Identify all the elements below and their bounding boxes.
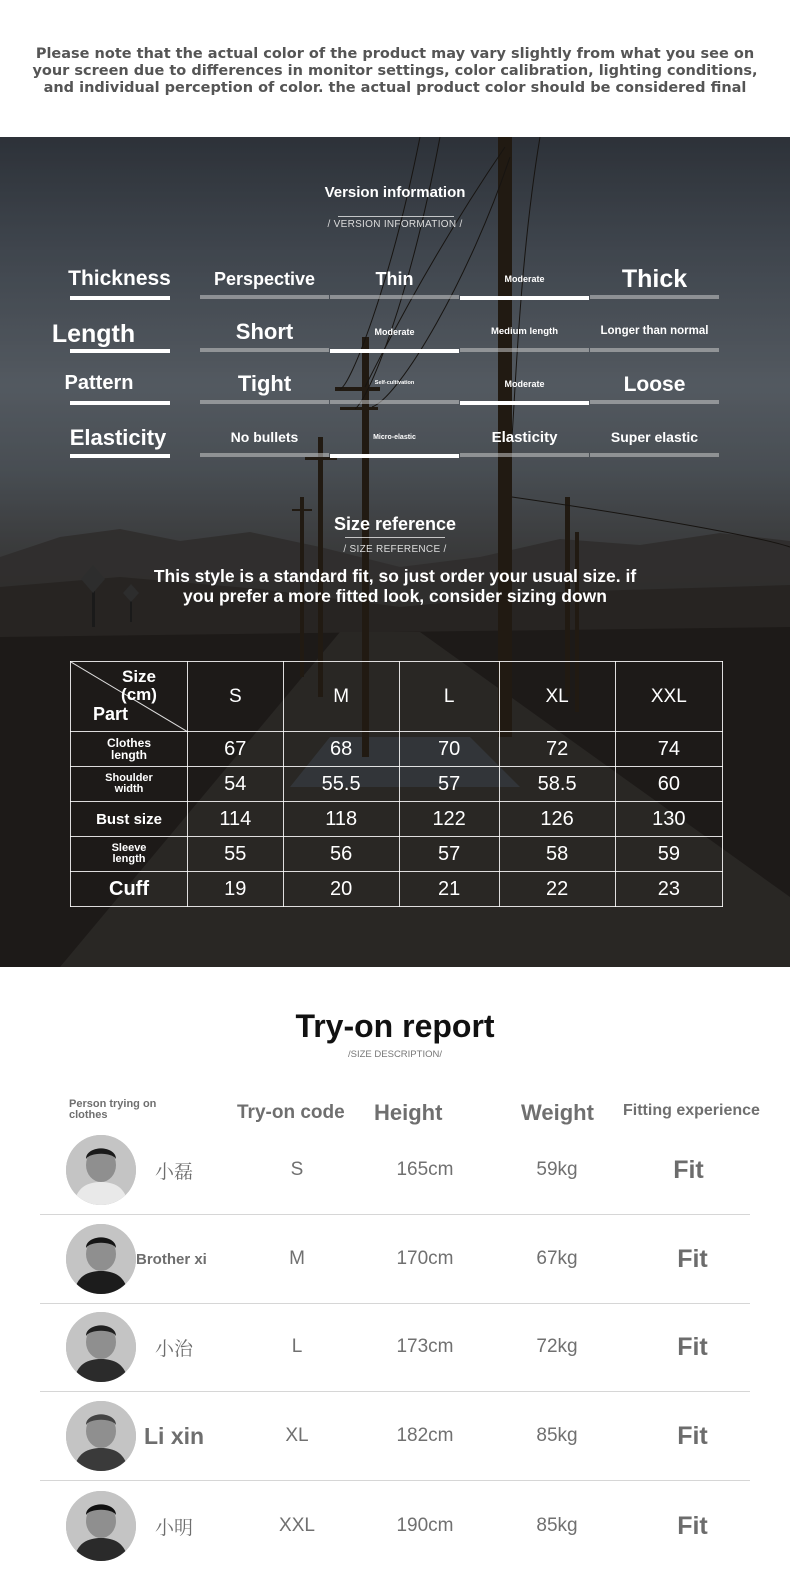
person-weight: 85kg	[536, 1425, 578, 1446]
size-reference-rule	[345, 537, 445, 538]
fitting-result: Fit	[677, 1332, 708, 1361]
fitting-result: Fit	[677, 1244, 708, 1273]
attr-option-bar	[590, 400, 719, 404]
size-table-row	[71, 767, 723, 802]
try-on-report-title: Try-on report	[295, 1008, 495, 1044]
attr-option-bar	[460, 453, 589, 457]
size-table-corner	[71, 662, 188, 732]
size-reference-title: Size reference	[333, 514, 457, 534]
try-on-code: XL	[285, 1425, 309, 1446]
fitting-result: Fit	[673, 1155, 704, 1184]
try-on-code: S	[290, 1159, 304, 1180]
person-weight: 72kg	[536, 1336, 578, 1357]
attr-label-underline	[70, 296, 170, 300]
attr-option: Moderate	[504, 378, 545, 389]
avatar	[66, 1224, 136, 1294]
attr-option-bar-selected	[460, 401, 589, 405]
size-value-cell: 130	[615, 802, 722, 837]
attr-option: Tight	[237, 371, 292, 396]
size-table-row	[71, 872, 723, 907]
person-height: 190cm	[396, 1515, 454, 1536]
attr-label-3: Elasticity	[69, 425, 167, 450]
attr-option-bar	[460, 348, 589, 352]
size-value-cell: 57	[399, 837, 499, 872]
person-weight: 59kg	[536, 1159, 578, 1180]
attr-option: Thick	[621, 264, 688, 293]
avatar	[66, 1491, 136, 1561]
size-row-part: Bust size	[71, 802, 188, 837]
attr-option: Micro-elastic	[373, 433, 416, 441]
attr-option-bar-selected	[330, 349, 459, 353]
attr-option: Moderate	[374, 326, 415, 337]
size-value-cell: 67	[188, 732, 284, 767]
attr-option: Self-cultivation	[374, 380, 415, 387]
person-height: 170cm	[396, 1248, 454, 1269]
size-value-cell: 68	[283, 732, 399, 767]
size-row-part: Shoulder width	[71, 767, 188, 802]
size-value-cell: 58	[499, 837, 615, 872]
size-value-cell: 114	[188, 802, 284, 837]
header-person: Person trying on clothes	[69, 1098, 157, 1121]
size-value-cell: 74	[615, 732, 722, 767]
size-column-header: L	[399, 662, 499, 732]
attr-option: Medium length	[490, 326, 559, 338]
size-table-header-row	[71, 662, 723, 732]
attr-label-underline	[70, 349, 170, 353]
fitting-result: Fit	[677, 1511, 708, 1540]
attr-option: Perspective	[213, 269, 316, 289]
size-table-row	[71, 732, 723, 767]
person-photo-icon	[66, 1401, 136, 1471]
attr-label-underline	[70, 401, 170, 405]
try-on-row	[40, 1214, 750, 1304]
size-table-row	[71, 802, 723, 837]
header-fitting-experience: Fitting experience	[623, 1102, 760, 1119]
fit-recommendation: This style is a standard fit, so just order your usual size. if you prefer a more fitted look, consider sizing down	[153, 566, 637, 606]
size-column-header: XL	[499, 662, 615, 732]
attr-option: Elasticity	[491, 428, 558, 446]
attr-option: Longer than normal	[600, 325, 709, 338]
person-photo-icon	[66, 1312, 136, 1382]
version-subtitle: / VERSION INFORMATION /	[327, 219, 463, 230]
try-on-code: M	[289, 1248, 305, 1269]
size-value-cell: 19	[188, 872, 284, 907]
size-value-cell: 56	[283, 837, 399, 872]
size-value-cell: 60	[615, 767, 722, 802]
size-value-cell: 57	[399, 767, 499, 802]
size-value-cell: 54	[188, 767, 284, 802]
attr-label-0: Thickness	[68, 267, 171, 290]
person-weight: 85kg	[536, 1515, 578, 1536]
size-row-part: Clothes length	[71, 732, 188, 767]
size-reference-subtitle: / SIZE REFERENCE /	[343, 544, 447, 555]
person-name: Brother xi	[136, 1250, 207, 1268]
size-chart-table	[70, 661, 723, 907]
person-weight: 67kg	[536, 1248, 578, 1269]
attr-option-bar	[330, 295, 459, 299]
attr-option-bar	[590, 348, 719, 352]
size-column-header: S	[188, 662, 284, 732]
size-value-cell: 70	[399, 732, 499, 767]
person-height: 182cm	[396, 1425, 454, 1446]
attr-option: Super elastic	[610, 429, 699, 445]
avatar	[66, 1401, 136, 1471]
try-on-report-subtitle: /SIZE DESCRIPTION/	[348, 1049, 442, 1060]
color-disclaimer: Please note that the actual color of the product may vary slightly from what you see on your screen due to differences in monitor settings, color calibration, lighting conditions, and individual perception of color. the actual product color should be considered final	[32, 46, 758, 96]
fitting-result: Fit	[677, 1421, 708, 1450]
size-value-cell: 55	[188, 837, 284, 872]
attr-option: Moderate	[504, 273, 545, 284]
attr-option-bar	[200, 453, 329, 457]
size-row-part: Cuff	[71, 872, 188, 907]
size-value-cell: 21	[399, 872, 499, 907]
attr-option: Thin	[375, 269, 414, 289]
person-name: Li xin	[144, 1422, 205, 1449]
person-height: 165cm	[396, 1159, 454, 1180]
attr-option: Short	[235, 319, 294, 344]
person-photo-icon	[66, 1135, 136, 1205]
try-on-code: XXL	[279, 1515, 315, 1536]
person-name: 小磊	[155, 1161, 194, 1183]
attr-option-bar	[590, 295, 719, 299]
size-table-row	[71, 837, 723, 872]
corner-size-label: Size (cm)	[121, 667, 157, 704]
attr-option-bar	[200, 400, 329, 404]
attr-option: No bullets	[230, 429, 299, 445]
try-on-code: L	[291, 1336, 303, 1357]
size-column-header: XXL	[615, 662, 722, 732]
person-photo-icon	[66, 1491, 136, 1561]
size-value-cell: 23	[615, 872, 722, 907]
try-on-row	[40, 1125, 750, 1215]
person-height: 173cm	[396, 1336, 454, 1357]
attr-label-2: Pattern	[64, 372, 134, 394]
size-value-cell: 122	[399, 802, 499, 837]
attr-option-bar-selected	[330, 454, 459, 458]
attr-option-bar	[590, 453, 719, 457]
size-column-header: M	[283, 662, 399, 732]
version-title-rule	[338, 216, 454, 217]
attr-option-bar-selected	[460, 296, 589, 300]
person-name: 小明	[155, 1517, 194, 1539]
person-name: 小治	[155, 1338, 194, 1360]
size-value-cell: 126	[499, 802, 615, 837]
size-row-part: Sleeve length	[71, 837, 188, 872]
size-value-cell: 20	[283, 872, 399, 907]
attr-option-bar	[330, 400, 459, 404]
version-title: Version information	[324, 184, 466, 201]
try-on-row	[40, 1391, 750, 1481]
try-on-row	[40, 1481, 750, 1571]
size-value-cell: 22	[499, 872, 615, 907]
attr-option-bar	[200, 348, 329, 352]
person-photo-icon	[66, 1224, 136, 1294]
size-value-cell: 72	[499, 732, 615, 767]
header-try-on-code: Try-on code	[237, 1102, 345, 1123]
attr-option-bar	[200, 295, 329, 299]
header-height: Height	[374, 1100, 443, 1125]
attr-label-underline	[70, 454, 170, 458]
size-value-cell: 59	[615, 837, 722, 872]
avatar	[66, 1312, 136, 1382]
attr-label-1: Length	[51, 320, 136, 348]
size-value-cell: 55.5	[283, 767, 399, 802]
size-value-cell: 58.5	[499, 767, 615, 802]
corner-part-label: Part	[93, 704, 129, 724]
try-on-row	[40, 1302, 750, 1392]
size-value-cell: 118	[283, 802, 399, 837]
attr-option: Loose	[623, 372, 686, 396]
header-weight: Weight	[521, 1100, 594, 1125]
avatar	[66, 1135, 136, 1205]
